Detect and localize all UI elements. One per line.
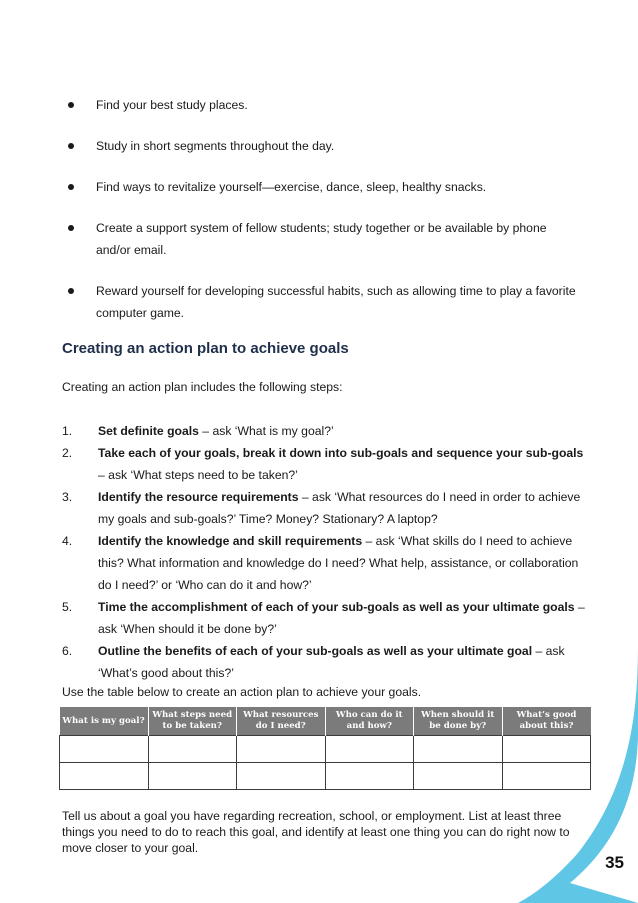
step-item <box>62 442 592 486</box>
column-header: Who can do it and how? <box>325 707 414 736</box>
table-cell[interactable] <box>60 736 149 763</box>
table-cell[interactable] <box>148 763 237 790</box>
step-number: 5. <box>62 600 73 614</box>
bullet-dot-icon <box>68 225 74 231</box>
table-row <box>60 736 591 763</box>
table-cell[interactable] <box>237 763 326 790</box>
step-number: 6. <box>62 644 73 658</box>
step-detail: – ask ‘What’s good about this?’ <box>98 644 565 680</box>
table-cell[interactable] <box>148 736 237 763</box>
bullet-item: Study in short segments throughout the day. <box>62 135 582 157</box>
step-number: 2. <box>62 446 73 460</box>
table-cell[interactable] <box>60 763 149 790</box>
section-heading: Creating an action plan to achieve goals <box>62 340 349 357</box>
step-detail: – ask ‘What steps need to be taken?’ <box>98 468 298 482</box>
step-title: Set definite goals <box>98 424 199 438</box>
bullet-item: Find your best study places. <box>62 94 582 116</box>
bullet-dot-icon <box>68 143 74 149</box>
step-title: Outline the benefits of each of your sub-goals as well as your ultimate goal <box>98 644 533 658</box>
table-cell[interactable] <box>414 736 503 763</box>
column-header: What resources do I need? <box>237 707 326 736</box>
bullet-dot-icon <box>68 102 74 108</box>
table-header-row <box>60 707 591 736</box>
step-detail: – ask ‘When should it be done by?’ <box>98 600 585 636</box>
step-detail: – ask ‘What is my goal?’ <box>198 424 334 438</box>
step-item <box>62 530 592 596</box>
step-number: 3. <box>62 490 73 504</box>
bullet-item: Create a support system of fellow students; study together or be available by phone and/or email. <box>62 217 582 261</box>
step-item <box>62 420 592 442</box>
table-row <box>60 763 591 790</box>
step-item <box>62 640 592 684</box>
table-instruction: Use the table below to create an action plan to achieve your goals. <box>62 685 422 699</box>
step-title: Identify the resource requirements <box>98 490 299 504</box>
step-detail: – ask ‘What resources do I need in order to achieve my goals and sub-goals?’ Time? Money? Stationary? A laptop? <box>98 490 581 526</box>
bullet-item: Reward yourself for developing successful habits, such as allowing time to play a favorite computer game. <box>62 280 582 324</box>
step-title: Time the accomplishment of each of your sub-goals as well as your ultimate goals <box>98 600 575 614</box>
step-number: 1. <box>62 424 73 438</box>
bullet-dot-icon <box>68 288 74 294</box>
column-header: When should it be done by? <box>414 707 503 736</box>
column-header: What is my goal? <box>60 707 149 736</box>
step-detail: – ask ‘What skills do I need to achieve this? What information and knowledge do I need? What help, assistance, or collaboration do I need?’ or ‘Who can do it and how?’ <box>98 534 579 592</box>
step-title: Identify the knowledge and skill requirements <box>98 534 363 548</box>
table-cell[interactable] <box>325 736 414 763</box>
column-header: What’s good about this? <box>502 707 591 736</box>
action-plan-table <box>59 707 591 790</box>
exercise-prompt: Tell us about a goal you have regarding recreation, school, or employment. List at least three things you need to do to reach this goal, and identify at least one thing you can do right now to move closer to your goal. <box>62 809 570 855</box>
bullet-item: Find ways to revitalize yourself—exercise, dance, sleep, healthy snacks. <box>62 176 582 198</box>
bullet-dot-icon <box>68 184 74 190</box>
table-cell[interactable] <box>237 736 326 763</box>
intro-text: Creating an action plan includes the following steps: <box>62 380 343 394</box>
step-number: 4. <box>62 534 73 548</box>
steps-list <box>62 420 592 684</box>
step-item <box>62 486 592 530</box>
page-number: 35 <box>605 853 624 872</box>
step-item <box>62 596 592 640</box>
step-title: Take each of your goals, break it down into sub-goals and sequence your sub-goals <box>98 446 584 460</box>
table-cell[interactable] <box>414 763 503 790</box>
table-cell[interactable] <box>325 763 414 790</box>
column-header: What steps need to be taken? <box>148 707 237 736</box>
tips-bullet-list <box>62 94 582 324</box>
